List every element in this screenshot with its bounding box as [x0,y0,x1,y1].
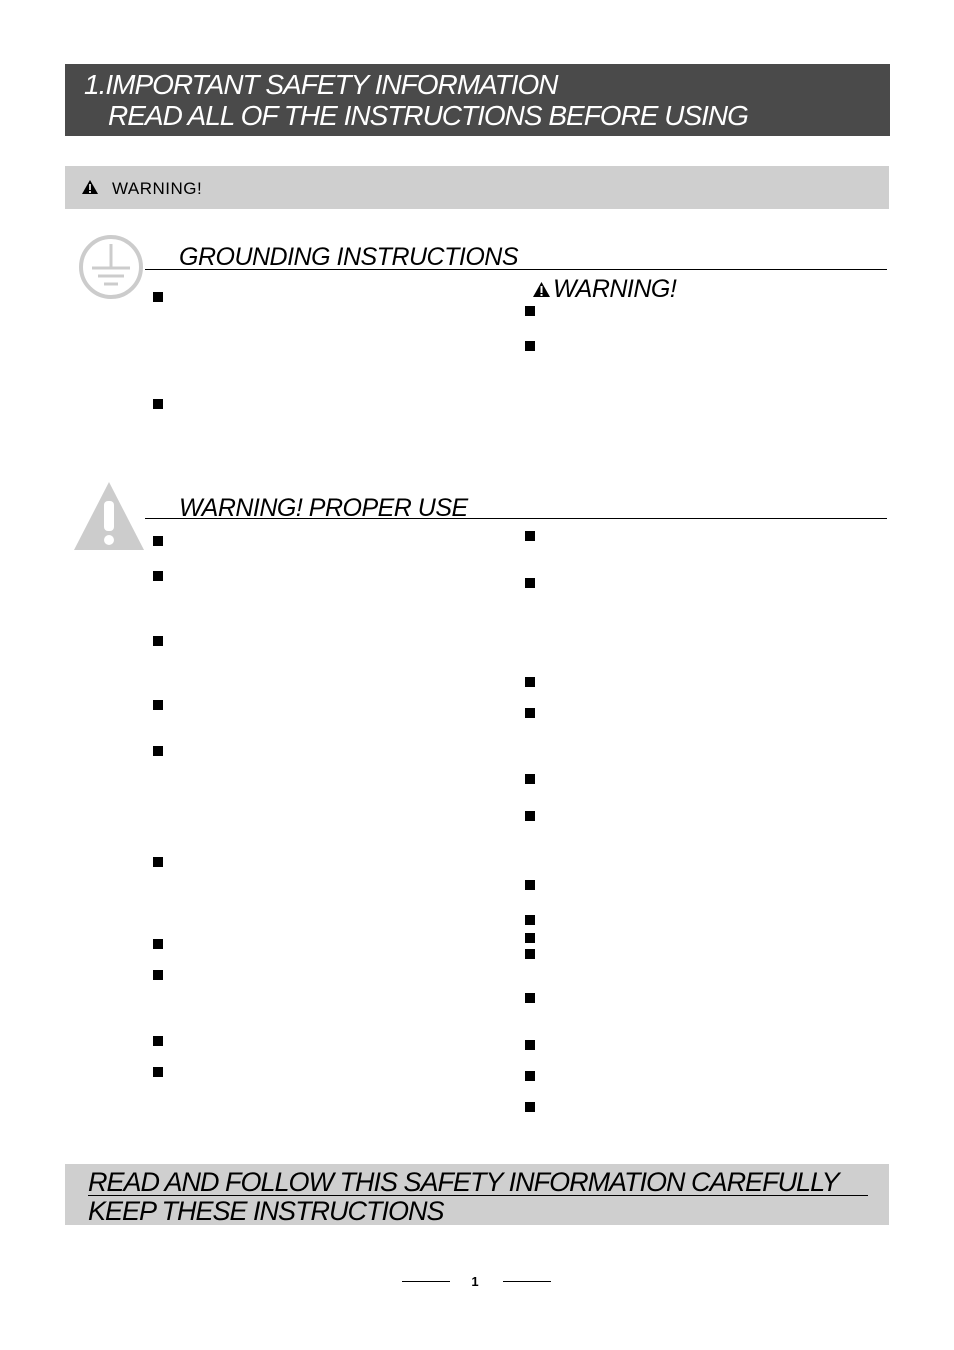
warning-triangle-icon [81,179,99,195]
list-bullet [153,536,163,546]
footer-line2: KEEP THESE INSTRUCTIONS [88,1196,444,1226]
list-bullet [525,811,535,821]
list-bullet [153,970,163,980]
list-bullet [525,949,535,959]
list-bullet [153,1036,163,1046]
list-bullet [525,341,535,351]
list-bullet [153,571,163,581]
ground-symbol-icon [78,234,144,300]
sub-warning-icon [532,281,551,298]
list-bullet [153,1067,163,1077]
grounding-sub-warning: WARNING! [553,275,677,303]
list-bullet [153,399,163,409]
list-bullet [525,993,535,1003]
warning-bar-label: WARNING! [112,179,203,198]
list-bullet [525,677,535,687]
list-bullet [525,1071,535,1081]
page-title-line2: READ ALL OF THE INSTRUCTIONS BEFORE USING [108,100,748,131]
list-bullet [525,933,535,943]
page-number: 1 [471,1274,479,1289]
list-bullet [525,708,535,718]
list-bullet [525,1102,535,1112]
list-bullet [525,774,535,784]
exclamation-triangle-icon [73,481,145,551]
page-number-rule-left [402,1281,450,1282]
proper-use-section-rule [145,518,887,519]
list-bullet [153,939,163,949]
grounding-section-rule [145,269,887,270]
list-bullet [525,1040,535,1050]
footer-line1: READ AND FOLLOW THIS SAFETY INFORMATION CAREFULLY [88,1167,839,1197]
list-bullet [525,578,535,588]
list-bullet [525,915,535,925]
list-bullet [525,880,535,890]
page-title-line1: 1.IMPORTANT SAFETY INFORMATION [84,69,558,100]
list-bullet [153,292,163,302]
page-number-rule-right [503,1281,551,1282]
list-bullet [153,636,163,646]
list-bullet [525,531,535,541]
list-bullet [153,746,163,756]
proper-use-section-title: WARNING! PROPER USE [179,494,468,522]
list-bullet [153,857,163,867]
list-bullet [525,306,535,316]
grounding-section-title: GROUNDING INSTRUCTIONS [179,243,518,271]
list-bullet [153,700,163,710]
